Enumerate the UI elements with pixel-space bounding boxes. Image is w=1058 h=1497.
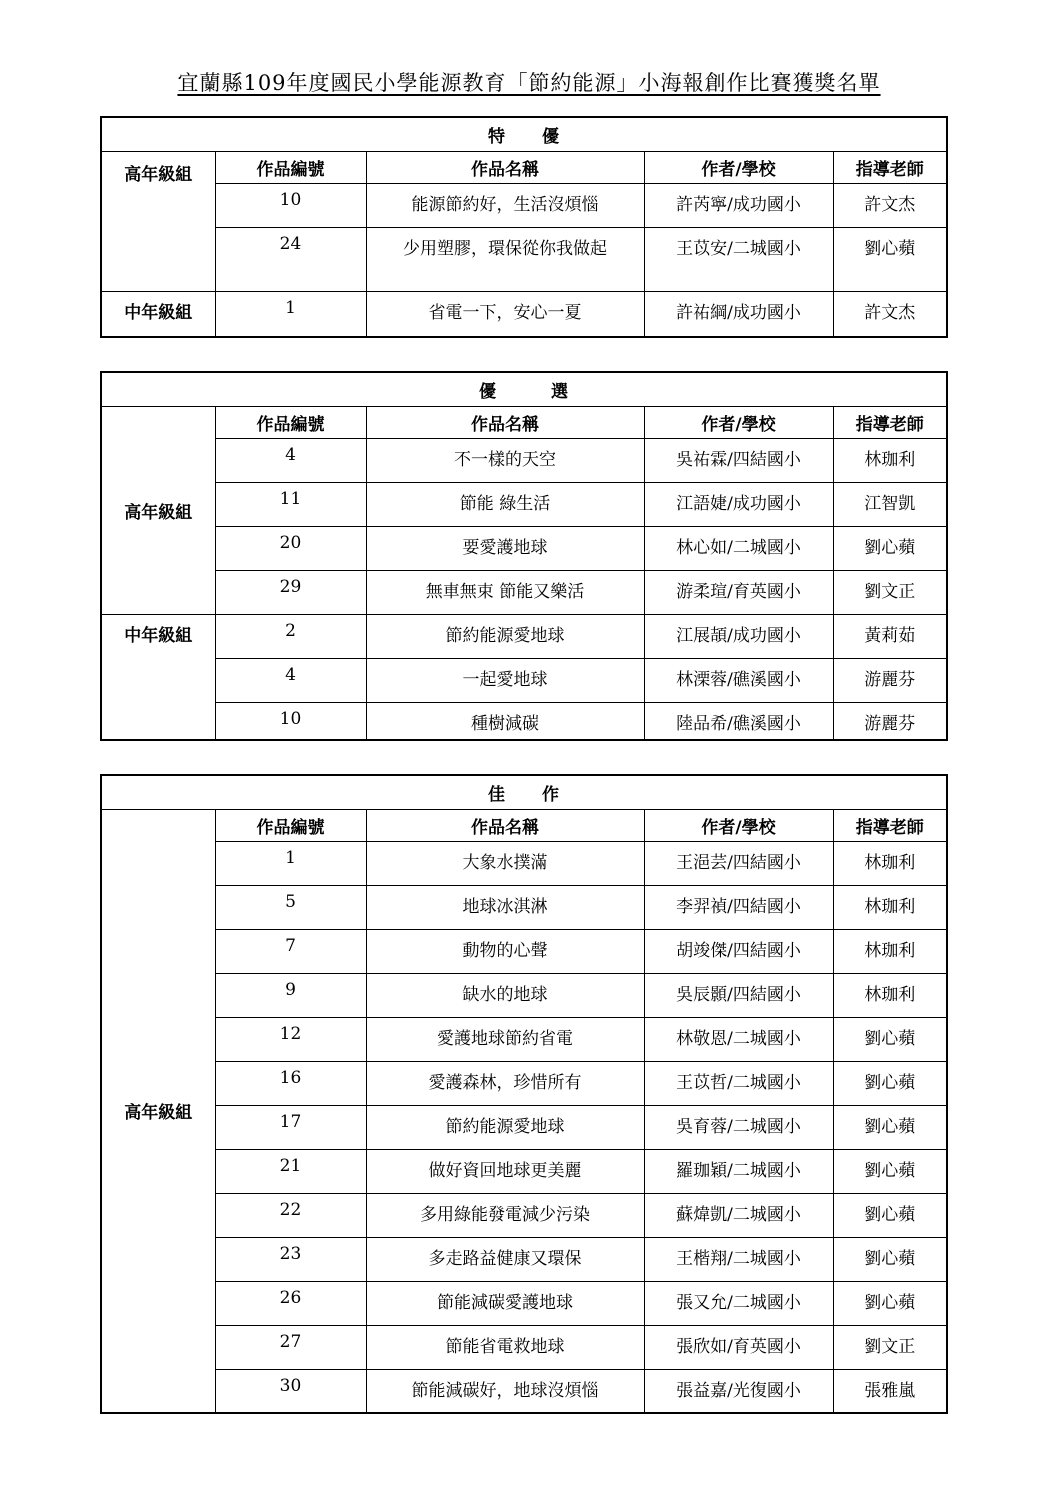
work-number: 10 [215,183,366,227]
work-title: 節能減碳愛護地球 [366,1281,644,1325]
award-table-excellent [100,371,948,741]
work-number: 11 [215,482,366,526]
col-header-teacher: 指導老師 [833,809,947,841]
table-row [101,570,947,614]
table-row [101,183,947,227]
group-label: 高年級組 [101,809,215,1413]
teacher: 劉文正 [833,570,947,614]
group-label: 高年級組 [101,151,215,291]
work-title: 多走路益健康又環保 [366,1237,644,1281]
table-row [101,1105,947,1149]
author-school: 林心如/二城國小 [644,526,833,570]
table-row [101,1149,947,1193]
work-title: 缺水的地球 [366,973,644,1017]
award-table-honorable [100,774,948,1414]
work-title: 愛護森林，珍惜所有 [366,1061,644,1105]
work-title: 省電一下，安心一夏 [366,291,644,337]
author-school: 王苡安/二城國小 [644,227,833,291]
work-number: 26 [215,1281,366,1325]
work-number: 1 [215,841,366,885]
table-row [101,1017,947,1061]
author-school: 江語婕/成功國小 [644,482,833,526]
work-title: 節能 綠生活 [366,482,644,526]
table-row [101,1281,947,1325]
table-row [101,841,947,885]
table-row [101,291,947,337]
author-school: 許祐綱/成功國小 [644,291,833,337]
teacher: 江智凱 [833,482,947,526]
work-number: 29 [215,570,366,614]
author-school: 許芮寧/成功國小 [644,183,833,227]
section-heading: 佳 作 [101,775,947,809]
work-title: 能源節約好，生活沒煩惱 [366,183,644,227]
teacher: 黃莉茹 [833,614,947,658]
group-label: 中年級組 [101,291,215,337]
col-header-no: 作品編號 [215,406,366,438]
teacher: 劉文正 [833,1325,947,1369]
author-school: 江展頡/成功國小 [644,614,833,658]
work-title: 節能減碳好，地球沒煩惱 [366,1369,644,1413]
work-number: 20 [215,526,366,570]
work-number: 4 [215,438,366,482]
work-title: 節能省電救地球 [366,1325,644,1369]
teacher: 張雅嵐 [833,1369,947,1413]
table-row [101,482,947,526]
table-row [101,1237,947,1281]
table-row [101,702,947,740]
work-title: 愛護地球節約省電 [366,1017,644,1061]
work-number: 30 [215,1369,366,1413]
work-number: 9 [215,973,366,1017]
table-row [101,885,947,929]
author-school: 吳辰顥/四結國小 [644,973,833,1017]
work-number: 27 [215,1325,366,1369]
work-number: 16 [215,1061,366,1105]
col-header-author: 作者/學校 [644,151,833,183]
work-number: 4 [215,658,366,702]
table-row [101,1193,947,1237]
work-title: 無車無束 節能又樂活 [366,570,644,614]
author-school: 蘇煒凱/二城國小 [644,1193,833,1237]
teacher: 劉心蘋 [833,1017,947,1061]
author-school: 林溧蓉/礁溪國小 [644,658,833,702]
col-header-teacher: 指導老師 [833,151,947,183]
table-row [101,614,947,658]
author-school: 王浥芸/四結國小 [644,841,833,885]
teacher: 劉心蘋 [833,1237,947,1281]
teacher: 游麗芬 [833,702,947,740]
section-heading: 特 優 [101,117,947,151]
work-title: 多用綠能發電減少污染 [366,1193,644,1237]
work-title: 做好資回地球更美麗 [366,1149,644,1193]
work-title: 種樹減碳 [366,702,644,740]
author-school: 陸品希/礁溪國小 [644,702,833,740]
col-header-no: 作品編號 [215,151,366,183]
author-school: 胡竣傑/四結國小 [644,929,833,973]
work-number: 24 [215,227,366,291]
work-number: 17 [215,1105,366,1149]
teacher: 劉心蘋 [833,1149,947,1193]
teacher: 劉心蘋 [833,1193,947,1237]
group-label: 高年級組 [101,406,215,614]
work-number: 5 [215,885,366,929]
table-row [101,1325,947,1369]
work-number: 23 [215,1237,366,1281]
page-title: 宜蘭縣109年度國民小學能源教育「節約能源」小海報創作比賽獲獎名單 [177,71,881,95]
author-school: 王楷翔/二城國小 [644,1237,833,1281]
work-title: 地球冰淇淋 [366,885,644,929]
table-row [101,1369,947,1413]
author-school: 林敬恩/二城國小 [644,1017,833,1061]
teacher: 林珈利 [833,438,947,482]
teacher: 林珈利 [833,929,947,973]
author-school: 羅珈穎/二城國小 [644,1149,833,1193]
group-label: 中年級組 [101,614,215,740]
author-school: 游柔瑄/育英國小 [644,570,833,614]
work-title: 節約能源愛地球 [366,614,644,658]
work-number: 2 [215,614,366,658]
col-header-author: 作者/學校 [644,406,833,438]
author-school: 張欣如/育英國小 [644,1325,833,1369]
author-school: 李羿禎/四結國小 [644,885,833,929]
work-number: 1 [215,291,366,337]
table-row [101,658,947,702]
work-number: 10 [215,702,366,740]
teacher: 游麗芬 [833,658,947,702]
work-number: 7 [215,929,366,973]
col-header-work: 作品名稱 [366,809,644,841]
author-school: 張益嘉/光復國小 [644,1369,833,1413]
work-number: 21 [215,1149,366,1193]
work-title: 不一樣的天空 [366,438,644,482]
teacher: 劉心蘋 [833,1281,947,1325]
col-header-work: 作品名稱 [366,151,644,183]
col-header-teacher: 指導老師 [833,406,947,438]
award-table-special [100,116,948,338]
teacher: 林珈利 [833,885,947,929]
teacher: 劉心蘋 [833,227,947,291]
work-title: 一起愛地球 [366,658,644,702]
work-title: 節約能源愛地球 [366,1105,644,1149]
table-row [101,526,947,570]
author-school: 吳祐霖/四結國小 [644,438,833,482]
table-row [101,227,947,291]
col-header-no: 作品編號 [215,809,366,841]
table-row [101,929,947,973]
work-title: 動物的心聲 [366,929,644,973]
teacher: 許文杰 [833,291,947,337]
col-header-author: 作者/學校 [644,809,833,841]
work-title: 少用塑膠，環保從你我做起 [366,227,644,291]
author-school: 王苡哲/二城國小 [644,1061,833,1105]
teacher: 劉心蘋 [833,1105,947,1149]
work-number: 22 [215,1193,366,1237]
teacher: 劉心蘋 [833,1061,947,1105]
author-school: 張又允/二城國小 [644,1281,833,1325]
teacher: 林珈利 [833,973,947,1017]
teacher: 林珈利 [833,841,947,885]
author-school: 吳育蓉/二城國小 [644,1105,833,1149]
section-heading: 優 選 [101,372,947,406]
work-title: 要愛護地球 [366,526,644,570]
table-row [101,1061,947,1105]
teacher: 許文杰 [833,183,947,227]
work-title: 大象水撲滿 [366,841,644,885]
table-row [101,438,947,482]
work-number: 12 [215,1017,366,1061]
teacher: 劉心蘋 [833,526,947,570]
table-row [101,973,947,1017]
col-header-work: 作品名稱 [366,406,644,438]
